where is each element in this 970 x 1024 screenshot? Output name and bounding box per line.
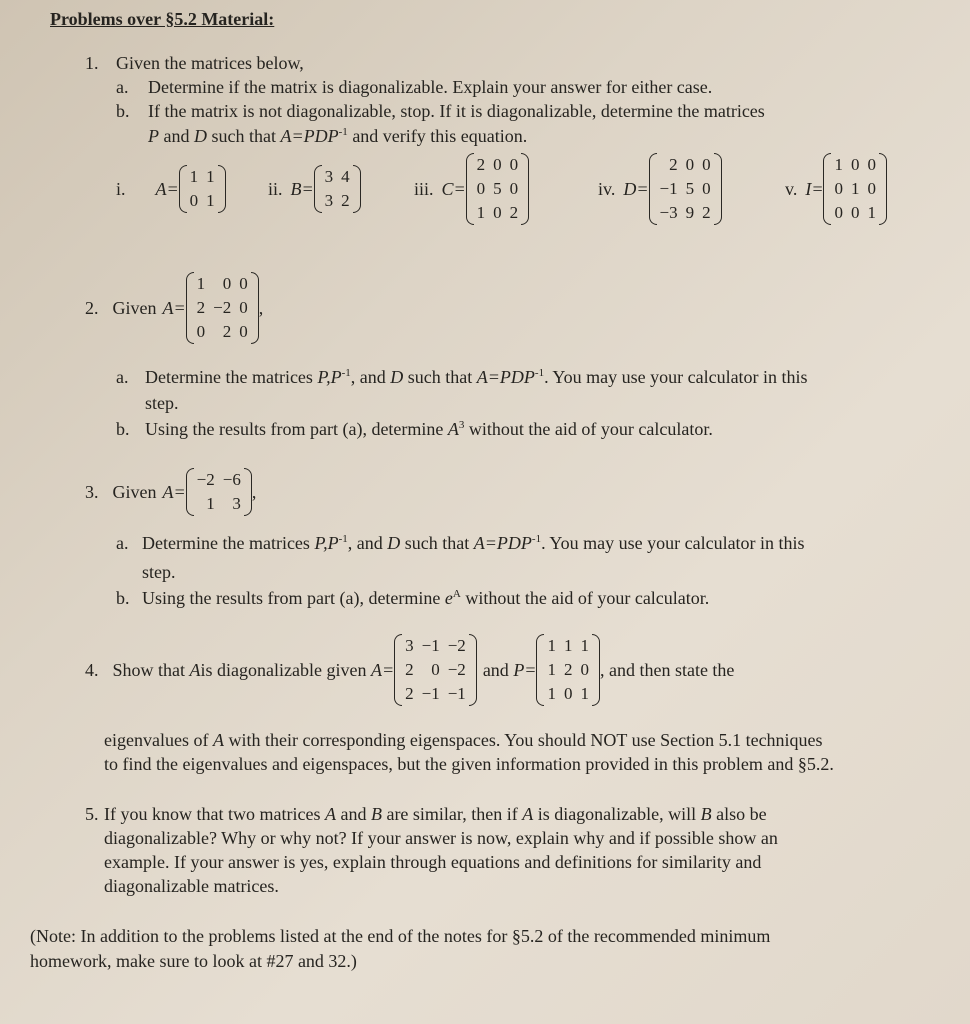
matrix-entry: 0: [867, 179, 876, 198]
matrix-entry: 2: [196, 298, 206, 317]
matrix-entry: −3: [659, 203, 678, 222]
math: A=PDP: [476, 367, 535, 387]
text: are similar, then if: [381, 804, 523, 824]
text: and: [335, 804, 371, 824]
matrix-entry: −1: [421, 684, 440, 703]
matrix-entry: 1: [867, 203, 876, 222]
matrix-name: A=: [370, 659, 395, 680]
matrix-entry: 2: [563, 660, 573, 679]
problem-2a-label: a.: [116, 367, 129, 387]
matrix-entry: 0: [834, 203, 843, 222]
matrix-entry: 1: [206, 167, 215, 186]
matrix-entry: 0: [196, 322, 206, 341]
math: B: [700, 804, 712, 824]
matrix-entry: 1: [196, 274, 206, 293]
matrix-entry: 0: [239, 274, 248, 293]
text: and verify this equation.: [347, 126, 528, 146]
math: A: [522, 804, 534, 824]
problem-4-text-line3: to find the eigenvalues and eigenspaces, but the given information provided in this problem and §5.2.: [104, 754, 834, 774]
matrix-label: iv.: [598, 178, 616, 199]
problem-1a-label: a.: [116, 77, 129, 97]
matrix-entry: 2: [509, 203, 519, 222]
problem-1b-text: If the matrix is not diagonalizable, stop. If it is diagonalizable, determine the matrices: [148, 101, 765, 121]
matrix-entry: 0: [580, 660, 589, 679]
matrix-entry: 0: [239, 298, 248, 317]
text: and: [482, 659, 509, 680]
text: . You may use your calculator in this: [544, 367, 808, 387]
matrix-entry: 5: [685, 179, 695, 198]
matrix-label: i.: [116, 178, 126, 199]
math: A: [189, 659, 201, 680]
matrix-entry: 0: [563, 684, 573, 703]
matrix-name: D=: [623, 178, 649, 199]
problem-3b-text: [142, 587, 709, 609]
matrix-entry: 0: [867, 155, 876, 174]
problem-5-text-line4: diagonalizable matrices.: [104, 876, 279, 896]
matrix-entry: 5: [493, 179, 502, 198]
matrix-entry: 0: [702, 155, 711, 174]
matrix-entry: 2: [341, 191, 350, 210]
matrix-entry: 1: [580, 684, 589, 703]
matrix-entry: 1: [547, 684, 556, 703]
superscript: A: [452, 588, 461, 600]
text: Determine the matrices: [145, 367, 318, 387]
matrix: [179, 165, 226, 213]
math: D: [390, 367, 404, 387]
math: e: [444, 588, 453, 608]
matrix-entry: 3: [405, 636, 414, 655]
matrix-entry: 2: [405, 660, 414, 679]
math-equation: A=PDP: [280, 126, 339, 146]
matrix-entry: −1: [659, 179, 678, 198]
problem-1-number: 1.: [85, 53, 99, 73]
matrix-item: [414, 153, 529, 225]
text: Using the results from part (a), determine: [142, 588, 445, 608]
math: B: [370, 804, 382, 824]
matrix-entry: 3: [232, 494, 241, 513]
text: Using the results from part (a), determine: [145, 419, 448, 439]
matrix-entry: 2: [702, 203, 711, 222]
problem-5-number: 5.: [85, 804, 99, 824]
matrix-entry: 2: [669, 155, 678, 174]
problem-2b-label: b.: [116, 419, 130, 439]
matrix-entry: −2: [196, 470, 215, 489]
matrix-entry: 0: [850, 155, 860, 174]
matrix-entry: 0: [222, 274, 232, 293]
comma: ,: [258, 297, 264, 318]
matrix-entry: 0: [476, 179, 486, 198]
matrix-entry: −2: [447, 660, 466, 679]
math-p: P: [148, 126, 159, 146]
text: is diagonalizable given: [200, 659, 367, 680]
problem-5-text-line3: example. If your answer is yes, explain through equations and definitions for similarity and: [104, 852, 762, 872]
matrix-entry: 2: [222, 322, 232, 341]
matrix-entry: 0: [431, 660, 440, 679]
problem-3b-label: b.: [116, 588, 130, 608]
matrix-entry: 0: [493, 155, 502, 174]
math: P,P: [317, 367, 342, 387]
text: with their corresponding eigenspaces. You should NOT use Section 5.1 techniques: [223, 730, 823, 750]
text: If you know that two matrices: [104, 804, 325, 824]
superscript: -1: [531, 533, 542, 545]
problem-1b-text-line2: [148, 125, 527, 147]
math: A: [212, 730, 224, 750]
text: such that: [400, 533, 474, 553]
matrix-item: [116, 165, 226, 213]
page-title: Problems over §5.2 Material:: [50, 9, 275, 29]
problem-3-header: [85, 468, 256, 516]
matrix-a: [394, 634, 477, 706]
problem-2a-text-line2: step.: [145, 393, 179, 413]
matrix-entry: −2: [447, 636, 466, 655]
matrix-entry: 0: [834, 179, 843, 198]
matrix-name: P=: [513, 659, 537, 680]
matrix-entry: 3: [324, 167, 334, 186]
matrix-name: C=: [441, 178, 466, 199]
problem-2a-text: [145, 366, 808, 388]
problem-1b-label: b.: [116, 101, 130, 121]
matrix-label: iii.: [414, 178, 434, 199]
matrix-entry: 0: [702, 179, 711, 198]
matrix-entry: 1: [563, 636, 573, 655]
matrix-a: [186, 272, 259, 344]
matrix-name: A=: [155, 178, 179, 199]
matrix: [823, 153, 887, 225]
matrix-entry: 4: [341, 167, 350, 186]
superscript: -1: [338, 126, 348, 138]
math: A: [324, 804, 336, 824]
problem-3a-text-line2: step.: [142, 562, 176, 582]
problem-4-number: 4.: [85, 659, 99, 680]
superscript: -1: [534, 367, 545, 379]
matrix-entry: 1: [834, 155, 843, 174]
matrix-entry: 1: [580, 636, 589, 655]
matrix-entry: 0: [189, 191, 199, 210]
text: , and: [350, 367, 391, 387]
matrix-entry: −1: [447, 684, 466, 703]
text: such that: [207, 126, 281, 146]
text: . You may use your calculator in this: [541, 533, 805, 553]
matrix-name: A=: [162, 297, 186, 318]
math-d: D: [194, 126, 207, 146]
matrix-item: [268, 165, 361, 213]
problem-3-number: 3.: [85, 481, 99, 502]
problem-5-text-line2: diagonalizable? Why or why not? If your answer is now, explain why and if possible show an: [104, 828, 778, 848]
matrix-entry: 0: [509, 155, 519, 174]
math: P,P: [314, 533, 339, 553]
matrix-entry: 1: [850, 179, 860, 198]
matrix-label: ii.: [268, 178, 283, 199]
problem-2-number: 2.: [85, 297, 99, 318]
given-label: Given: [112, 297, 157, 318]
matrix-entry: 1: [189, 167, 199, 186]
text: also be: [711, 804, 767, 824]
math: D: [387, 533, 401, 553]
text: , and: [347, 533, 388, 553]
matrix-entry: 1: [547, 636, 556, 655]
matrix-entry: 1: [547, 660, 556, 679]
matrix-entry: 0: [685, 155, 695, 174]
text: such that: [403, 367, 477, 387]
matrix-item: [598, 153, 722, 225]
problem-2b-text: [145, 418, 713, 440]
matrix: [314, 165, 361, 213]
superscript: -1: [341, 367, 351, 379]
text: Determine the matrices: [142, 533, 315, 553]
math: A: [447, 419, 459, 439]
matrix-a: [186, 468, 252, 516]
matrix-entry: 9: [685, 203, 695, 222]
matrix-entry: 1: [206, 191, 215, 210]
matrix-entry: 0: [239, 322, 248, 341]
matrix-name: B=: [290, 178, 314, 199]
matrix-name: A=: [162, 481, 186, 502]
comma: ,: [251, 481, 257, 502]
text: and: [159, 126, 194, 146]
matrix-entry: 2: [405, 684, 414, 703]
matrix-entry: −2: [213, 298, 232, 317]
note-line1: (Note: In addition to the problems listed at the end of the notes for §5.2 of the recommended minimum: [30, 926, 771, 946]
text: is diagonalizable, will: [533, 804, 701, 824]
problem-5-text-line1: [104, 803, 767, 825]
matrix-name: I=: [805, 178, 824, 199]
matrix-entry: 1: [476, 203, 486, 222]
matrix: [466, 153, 530, 225]
matrix-entry: 2: [476, 155, 486, 174]
matrix-entry: 0: [493, 203, 502, 222]
matrix: [649, 153, 722, 225]
matrix-entry: 1: [206, 494, 215, 513]
problem-3a-text: [142, 532, 805, 554]
math: A=PDP: [473, 533, 532, 553]
text: , and then state the: [599, 659, 735, 680]
problem-1-intro: Given the matrices below,: [116, 53, 304, 73]
given-label: Given: [112, 481, 157, 502]
text: Show that: [112, 659, 186, 680]
matrix-entry: −6: [222, 470, 241, 489]
superscript: -1: [338, 533, 348, 545]
matrix-entry: −1: [421, 636, 440, 655]
problem-4-text-line2: [104, 729, 823, 751]
matrix-entry: 0: [509, 179, 519, 198]
matrix-label: v.: [785, 178, 798, 199]
problem-2-header: [85, 272, 263, 344]
note-line2: homework, make sure to look at #27 and 32.): [30, 951, 357, 971]
problem-4-header: [85, 634, 734, 706]
matrix-entry: 0: [850, 203, 860, 222]
matrix-entry: 3: [324, 191, 334, 210]
problem-1a-text: Determine if the matrix is diagonalizable. Explain your answer for either case.: [148, 77, 713, 97]
problem-3a-label: a.: [116, 533, 129, 553]
text: eigenvalues of: [104, 730, 213, 750]
superscript: 3: [458, 419, 465, 431]
text: without the aid of your calculator.: [464, 419, 713, 439]
matrix-p: [536, 634, 600, 706]
text: without the aid of your calculator.: [460, 588, 710, 608]
matrix-item: [785, 153, 887, 225]
